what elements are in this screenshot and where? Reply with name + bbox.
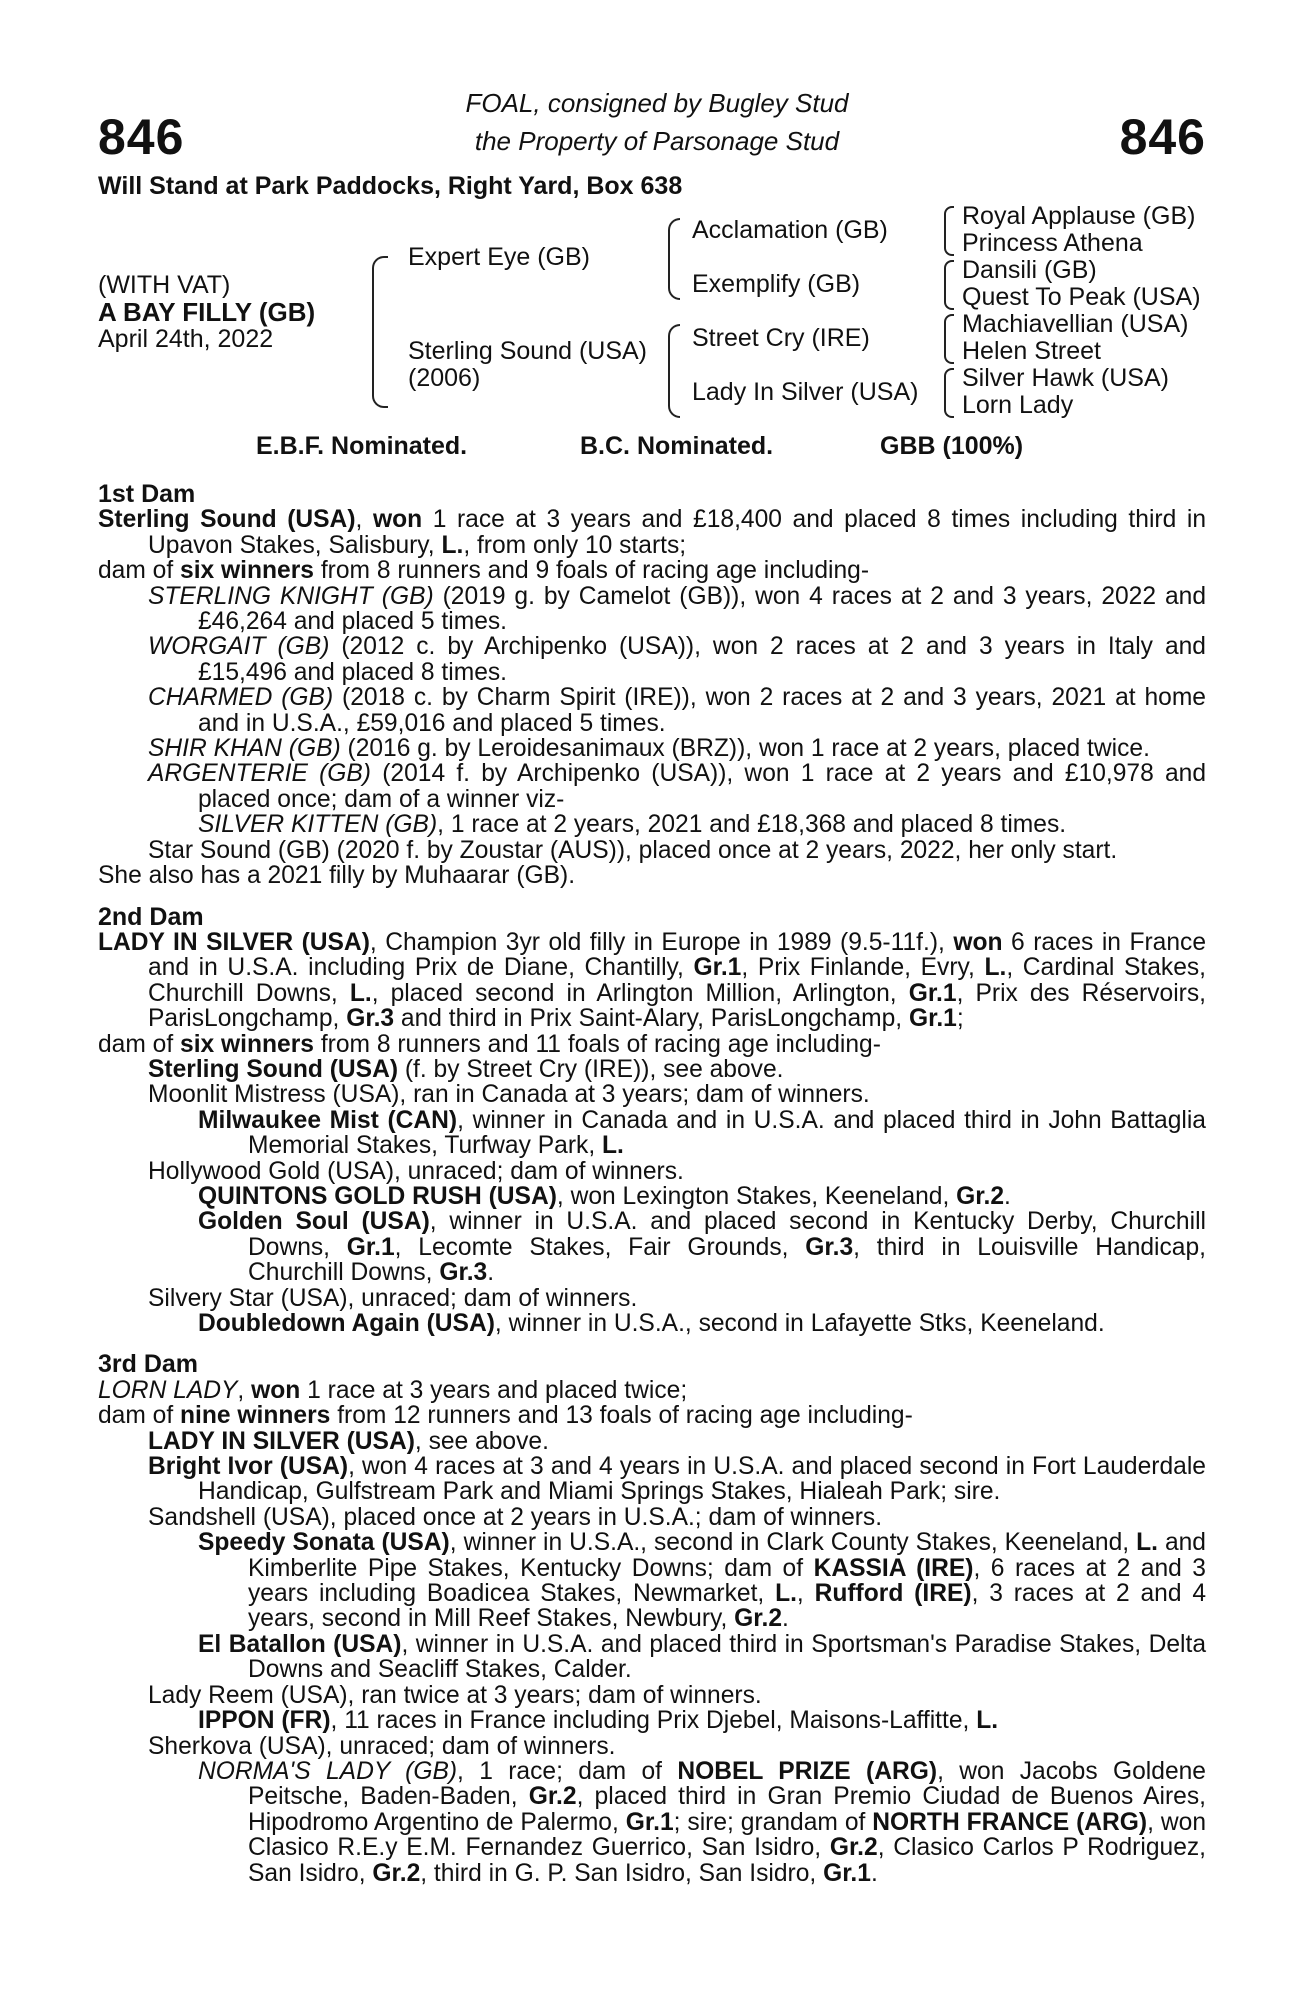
first-dam-produce-6: Star Sound (GB) (2020 f. by Zoustar (AUS)), placed once at 2 years, 2022, her only start. <box>148 836 1118 864</box>
second-dam-produce-4a: Doubledown Again (USA), winner in U.S.A., second in Lafayette Stks, Keeneland. <box>198 1310 1105 1337</box>
pedigree-sire-sire: Acclamation (GB) <box>692 216 888 244</box>
horse-dob: April 24th, 2022 <box>98 325 274 353</box>
first-dam-produce-5: ARGENTERIE (GB) (2014 f. by Archipenko (USA)), won 1 race at 2 years and £10,978 and placed once; dam of a winner viz- <box>148 760 1206 813</box>
pedigree-dam-line-2: (2006) <box>408 364 481 392</box>
pedigree-g8: Lorn Lady <box>962 391 1074 419</box>
third-dam-produce-2: Bright Ivor (USA), won 4 races at 3 and 4 years in U.S.A. and placed second in Fort Lauderdale Handicap, Gulfstream Park and Miami Springs Stakes, Hialeah Park; sire. <box>148 1453 1206 1506</box>
second-dam-produce-3a: QUINTONS GOLD RUSH (USA), won Lexington Stakes, Keeneland, Gr.2. <box>198 1182 1011 1210</box>
consignment-header <box>0 84 1314 160</box>
first-dam-produce-5a: SILVER KITTEN (GB), 1 race at 2 years, 2021 and £18,368 and placed 8 times. <box>198 811 1067 839</box>
second-dam-produce-2: Moonlit Mistress (USA), ran in Canada at 3 years; dam of winners. <box>148 1081 870 1109</box>
pedigree-notes <box>98 482 1206 1886</box>
bc-nominated: B.C. Nominated. <box>580 432 774 460</box>
pedigree-brace-g3 <box>944 314 954 364</box>
consignment-line-2: the Property of Parsonage Stud <box>474 126 840 156</box>
stand-location: Will Stand at Park Paddocks, Right Yard, Box 638 <box>98 172 683 200</box>
second-dam-produce-4: Silvery Star (USA), unraced; dam of winners. <box>148 1284 638 1312</box>
pedigree-g5: Machiavellian (USA) <box>962 310 1189 338</box>
pedigree-g2: Princess Athena <box>962 229 1143 257</box>
third-dam-produce-4a: IPPON (FR), 11 races in France including Prix Djebel, Maisons-Laffitte, L. <box>198 1707 999 1735</box>
third-dam-produce-5: Sherkova (USA), unraced; dam of winners. <box>148 1732 616 1760</box>
lot-number-right: 846 <box>1119 109 1206 165</box>
second-dam-produce-3b: Golden Soul (USA), winner in U.S.A. and placed second in Kentucky Derby, Churchill Downs, Gr.1, Lecomte Stakes, Fair Grounds, Gr.3, third in Louisville Handicap, Churchill Downs, Gr.3. <box>198 1208 1206 1287</box>
pedigree-brace-main <box>372 256 388 408</box>
second-dam-summary: LADY IN SILVER (USA), Champion 3yr old filly in Europe in 1989 (9.5-11f.), won 6 races in France and in U.S.A. including Prix de Diane, Chantilly, Gr.1, Prix Finlande, Evry, L., Cardinal Stakes, Churchill Downs, L., placed second in Arlington Million, Arlington, Gr.1, Prix des Réservoirs, ParisLongchamp, Gr.3 and third in Prix Saint-Alary, ParisLongchamp, Gr.1; <box>98 928 1207 1033</box>
first-dam-heading: 1st Dam <box>98 480 196 508</box>
second-dam-heading: 2nd Dam <box>98 902 204 931</box>
third-dam-produce-4: Lady Reem (USA), ran twice at 3 years; dam of winners. <box>148 1681 762 1709</box>
pedigree-sire: Expert Eye (GB) <box>408 243 590 271</box>
second-dam-produce-3: Hollywood Gold (USA), unraced; dam of winners. <box>148 1157 684 1185</box>
pedigree-sire-dam: Exemplify (GB) <box>692 270 861 298</box>
first-dam-produce-7: She also has a 2021 filly by Muhaarar (GB). <box>98 862 576 890</box>
second-dam-produce-2a: Milwaukee Mist (CAN), winner in Canada and in U.S.A. and placed third in John Battaglia Memorial Stakes, Turfway Park, L. <box>198 1106 1206 1160</box>
first-dam-produce-4: SHIR KHAN (GB) (2016 g. by Leroidesanimaux (BRZ)), won 1 race at 2 years, placed twice. <box>148 735 1150 763</box>
pedigree-g7: Silver Hawk (USA) <box>962 364 1169 392</box>
pedigree-dam-dam: Lady In Silver (USA) <box>692 378 919 406</box>
third-dam-heading: 3rd Dam <box>98 1350 199 1379</box>
pedigree-brace-g2 <box>944 260 954 310</box>
ebf-nominated: E.B.F. Nominated. <box>256 432 468 460</box>
pedigree-brace-g1 <box>944 206 954 256</box>
pedigree-g3: Dansili (GB) <box>962 256 1097 284</box>
pedigree-brace-sire <box>668 218 680 300</box>
second-dam-produce-intro: dam of six winners from 8 runners and 11 foals of racing age including- <box>98 1030 881 1058</box>
vat-note: (WITH VAT) <box>98 271 231 299</box>
third-dam-produce-3b: El Batallon (USA), winner in U.S.A. and placed third in Sportsman's Paradise Stakes, Delta Downs and Seacliff Stakes, Calder. <box>198 1630 1206 1684</box>
pedigree-dam-sire: Street Cry (IRE) <box>692 324 870 352</box>
pedigree-g6: Helen Street <box>962 337 1101 365</box>
pedigree-g4: Quest To Peak (USA) <box>962 283 1201 311</box>
first-dam-summary: Sterling Sound (USA), won 1 race at 3 years and £18,400 and placed 8 times including third in Upavon Stakes, Salisbury, L., from only 10 starts; <box>98 506 1206 559</box>
pedigree-dam-line-1: Sterling Sound (USA) <box>408 337 648 365</box>
third-dam-produce-3a: Speedy Sonata (USA), winner in U.S.A., second in Clark County Stakes, Keeneland, L. and Kimberlite Pipe Stakes, Kentucky Downs; dam of KASSIA (IRE), 6 races at 2 and 3 years including Boadicea Stakes, Newmarket, L., Rufford (IRE), 3 races at 2 and 4 years, second in Mill Reef Stakes, Newbury, Gr.2. <box>198 1529 1206 1633</box>
first-dam-produce-2: WORGAIT (GB) (2012 c. by Archipenko (USA)), won 2 races at 2 and 3 years in Italy and £15,496 and placed 8 times. <box>148 633 1206 686</box>
second-dam-produce-1: Sterling Sound (USA) (f. by Street Cry (IRE)), see above. <box>148 1055 784 1083</box>
third-dam-produce-3: Sandshell (USA), placed once at 2 years in U.S.A.; dam of winners. <box>148 1503 883 1531</box>
third-dam-summary: LORN LADY, won 1 race at 3 years and placed twice; <box>98 1376 688 1404</box>
third-dam-produce-intro: dam of nine winners from 12 runners and 13 foals of racing age including- <box>98 1402 913 1430</box>
gbb-rating: GBB (100%) <box>880 432 1024 460</box>
horse-name: A BAY FILLY (GB) <box>98 297 316 327</box>
first-dam-produce-intro: dam of six winners from 8 runners and 9 foals of racing age including- <box>98 557 870 585</box>
consignment-line-1: FOAL, consigned by Bugley Stud <box>465 88 849 118</box>
pedigree-brace-g4 <box>944 368 954 418</box>
third-dam-produce-1: LADY IN SILVER (USA), see above. <box>148 1427 549 1455</box>
first-dam-produce-3: CHARMED (GB) (2018 c. by Charm Spirit (IRE)), won 2 races at 2 and 3 years, 2021 at home and in U.S.A., £59,016 and placed 5 times. <box>148 684 1206 737</box>
pedigree-brace-dam <box>668 324 680 418</box>
pedigree-g1: Royal Applause (GB) <box>962 202 1196 230</box>
third-dam-produce-5a: NORMA'S LADY (GB), 1 race; dam of NOBEL PRIZE (ARG), won Jacobs Goldene Peitsche, Baden-Baden, Gr.2, placed third in Gran Premio Ciudad de Buenos Aires, Hipodromo Argentino de Palermo, Gr.1; sire; grandam of NORTH FRANCE (ARG), won Clasico R.E.y E.M. Fernandez Guerrico, San Isidro, Gr.2, Clasico Carlos P Rodriguez, San Isidro, Gr.2, third in G. P. San Isidro, San Isidro, Gr.1. <box>198 1757 1207 1887</box>
lot-number-left: 846 <box>98 109 185 165</box>
first-dam-produce-1: STERLING KNIGHT (GB) (2019 g. by Camelot (GB)), won 4 races at 2 and 3 years, 2022 and £46,264 and placed 5 times. <box>148 582 1206 636</box>
